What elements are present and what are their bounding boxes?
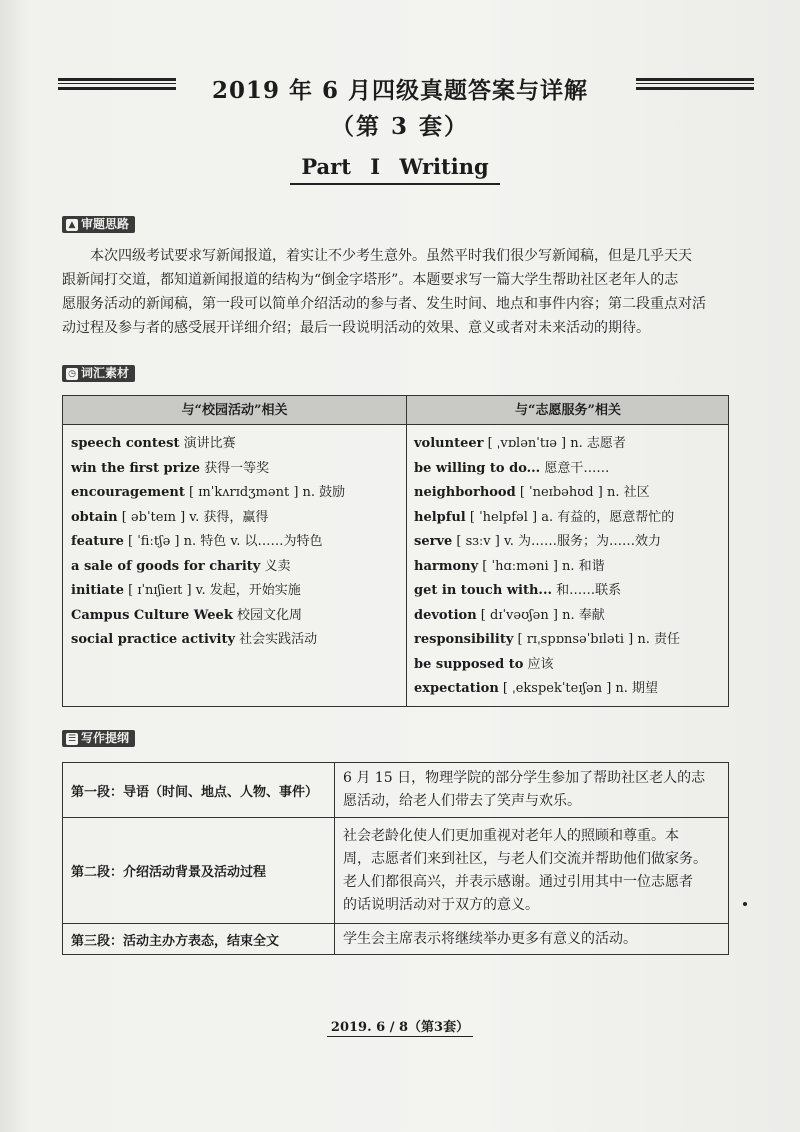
- outline-content-line: 愿活动，给老人们带去了笑声与欢乐。: [343, 793, 581, 809]
- vocab-term: serve: [414, 534, 453, 549]
- vocab-entry: [414, 555, 680, 580]
- vocab-entry: [71, 506, 345, 531]
- vocab-term: volunteer: [414, 436, 484, 451]
- vocab-definition: 获得一等奖: [200, 460, 270, 476]
- outline-content-line: 学生会主席表示将继续举办更多有意义的活动。: [343, 930, 637, 947]
- vocab-definition: [ ˈfiːtʃə ] n. 特色 v. 以……为特色: [123, 534, 323, 549]
- vocab-term: a sale of goods for charity: [71, 558, 261, 574]
- vocab-term: expectation: [414, 681, 499, 696]
- outline-row: [63, 924, 728, 954]
- vocab-definition: [ ˈhelpfəl ] a. 有益的，愿意帮忙的: [465, 509, 675, 525]
- vocab-definition: [ sɜːv ] v. 为……服务；为……效力: [452, 534, 662, 549]
- vocab-definition: 和……联系: [552, 583, 622, 598]
- vocab-entry: [71, 604, 345, 629]
- title-rule-right: [636, 78, 754, 90]
- vocab-entry: [414, 432, 680, 457]
- vocab-term: neighborhood: [414, 485, 516, 500]
- outline-content-line: 的话说明活动对于双方的意义。: [343, 896, 539, 913]
- vocab-entry: [71, 457, 345, 482]
- list-icon: ☰: [67, 733, 77, 744]
- vocab-definition: 愿意干……: [540, 460, 610, 476]
- vocab-section-label: [62, 365, 135, 382]
- vocab-definition: 社会实践活动: [235, 632, 318, 647]
- ink-dot: [743, 902, 747, 906]
- vocab-col-header-volunteer: 与“志愿服务”相关: [515, 403, 621, 418]
- vocab-term: encouragement: [71, 485, 185, 500]
- outline-row: [63, 763, 728, 818]
- title-row: [0, 72, 800, 108]
- triangle-icon: ▲: [66, 219, 78, 231]
- analysis-label-text: 审题思路: [81, 217, 130, 231]
- vocab-definition: 义卖: [260, 558, 291, 574]
- outline-content-line: 周，志愿者们来到社区，与老人们交流并帮助他们做家务。: [343, 850, 707, 867]
- vocab-campus-list: [71, 432, 345, 653]
- vocab-entry: [71, 530, 345, 555]
- vocab-term: devotion: [414, 607, 477, 623]
- vocab-entry: [414, 604, 680, 629]
- vocab-term: helpful: [414, 509, 466, 525]
- page-number-label: 2019. 6 / 8（第3套）: [327, 1020, 473, 1037]
- outline-content-line: 6 月 15 日，物理学院的部分学生参加了帮助社区老人的志: [343, 770, 706, 786]
- outline-row-content: [343, 818, 720, 923]
- page-footer: [0, 1016, 800, 1035]
- clock-icon: ◷: [66, 368, 78, 380]
- analysis-paragraph: [62, 244, 742, 340]
- vocab-entry: [414, 653, 680, 678]
- vocab-term: social practice activity: [71, 632, 235, 647]
- title-rule-left: [58, 78, 176, 90]
- vocab-entry: [414, 579, 680, 604]
- vocab-definition: [ əbˈteɪn ] v. 获得，赢得: [117, 509, 269, 525]
- outline-row-content: [343, 763, 720, 817]
- vocab-entry: [414, 457, 680, 482]
- vocab-term: obtain: [71, 509, 118, 525]
- outline-label-text: 写作提纲: [81, 731, 130, 745]
- vocab-definition: 校园文化周: [232, 607, 302, 623]
- vocab-table-header: [63, 396, 728, 425]
- vocab-definition: [ ɪˈnɪʃieɪt ] v. 发起，开始实施: [123, 583, 301, 598]
- vocab-term: harmony: [414, 558, 479, 574]
- outline-row-content: [343, 924, 720, 954]
- vocab-column-divider: [406, 396, 407, 706]
- vocab-definition: [ ˈhɑːməni ] n. 和谐: [478, 558, 605, 574]
- vocab-term: be supposed to: [414, 656, 524, 672]
- vocab-entry: [71, 579, 345, 604]
- vocab-term: get in touch with...: [414, 583, 552, 598]
- analysis-line: 跟新闻打交道，都知道新闻报道的结构为“倒金字塔形”。本题要求写一篇大学生帮助社区老年人的志: [62, 272, 679, 288]
- outline-table: [62, 762, 729, 955]
- vocab-definition: [ ˈneɪbəhʊd ] n. 社区: [515, 485, 650, 500]
- vocab-term: feature: [71, 534, 124, 549]
- outline-row-label: 第三段：活动主办方表态，结束全文: [63, 924, 335, 954]
- page-title: 2019 年 6 月四级真题答案与详解: [211, 77, 589, 104]
- vocab-col-header-campus: 与“校园活动”相关: [181, 403, 288, 418]
- vocab-table: [62, 395, 729, 707]
- outline-row: [63, 818, 728, 924]
- vocab-entry: [71, 481, 345, 506]
- outline-content-line: 社会老龄化使人们更加重视对老年人的照顾和尊重。本: [343, 827, 679, 844]
- vocab-entry: [414, 481, 680, 506]
- analysis-line: 本次四级考试要求写新闻报道，着实让不少考生意外。虽然平时我们很少写新闻稿，但是几乎天天: [90, 248, 692, 264]
- vocab-term: speech contest: [71, 436, 180, 451]
- vocab-definition: [ rɪˌspɒnsəˈbɪləti ] n. 责任: [513, 632, 680, 647]
- vocab-volunteer-list: [414, 432, 680, 702]
- page-subtitle: （第 3 套）: [330, 113, 470, 140]
- outline-content-line: 老人们都很高兴，并表示感谢。通过引用其中一位志愿者: [343, 873, 693, 890]
- vocab-term: initiate: [71, 583, 124, 598]
- vocab-definition: [ ˌekspekˈteɪʃən ] n. 期望: [498, 681, 659, 696]
- vocab-entry: [414, 628, 680, 653]
- vocab-term: win the first prize: [71, 460, 201, 476]
- vocab-entry: [71, 555, 345, 580]
- outline-row-label: 第二段：介绍活动背景及活动过程: [63, 818, 335, 923]
- analysis-section-label: [62, 216, 135, 233]
- analysis-line: 愿服务活动的新闻稿，第一段可以简单介绍活动的参与者、发生时间、地点和事件内容；第二段重点对活: [62, 296, 706, 312]
- vocab-entry: [414, 677, 680, 702]
- vocab-term: Campus Culture Week: [71, 607, 233, 623]
- vocab-definition: [ ɪnˈkʌrɪdʒmənt ] n. 鼓励: [184, 485, 346, 500]
- vocab-label-text: 词汇素材: [81, 366, 130, 380]
- vocab-definition: 演讲比赛: [179, 436, 236, 451]
- part-title: Part I Writing: [290, 154, 500, 185]
- vocab-entry: [71, 628, 345, 653]
- vocab-term: responsibility: [414, 632, 514, 647]
- vocab-definition: 应该: [523, 656, 554, 672]
- vocab-entry: [414, 506, 680, 531]
- vocab-definition: [ ˌvɒlənˈtɪə ] n. 志愿者: [483, 436, 626, 451]
- outline-section-label: [62, 730, 135, 747]
- outline-row-label: 第一段：导语（时间、地点、人物、事件）: [63, 763, 335, 817]
- vocab-entry: [414, 530, 680, 555]
- vocab-definition: [ dɪˈvəʊʃən ] n. 奉献: [476, 607, 605, 623]
- vocab-entry: [71, 432, 345, 457]
- vocab-term: be willing to do...: [414, 460, 541, 476]
- analysis-line: 动过程及参与者的感受展开详细介绍；最后一段说明活动的效果、意义或者对未来活动的期待。: [62, 320, 650, 336]
